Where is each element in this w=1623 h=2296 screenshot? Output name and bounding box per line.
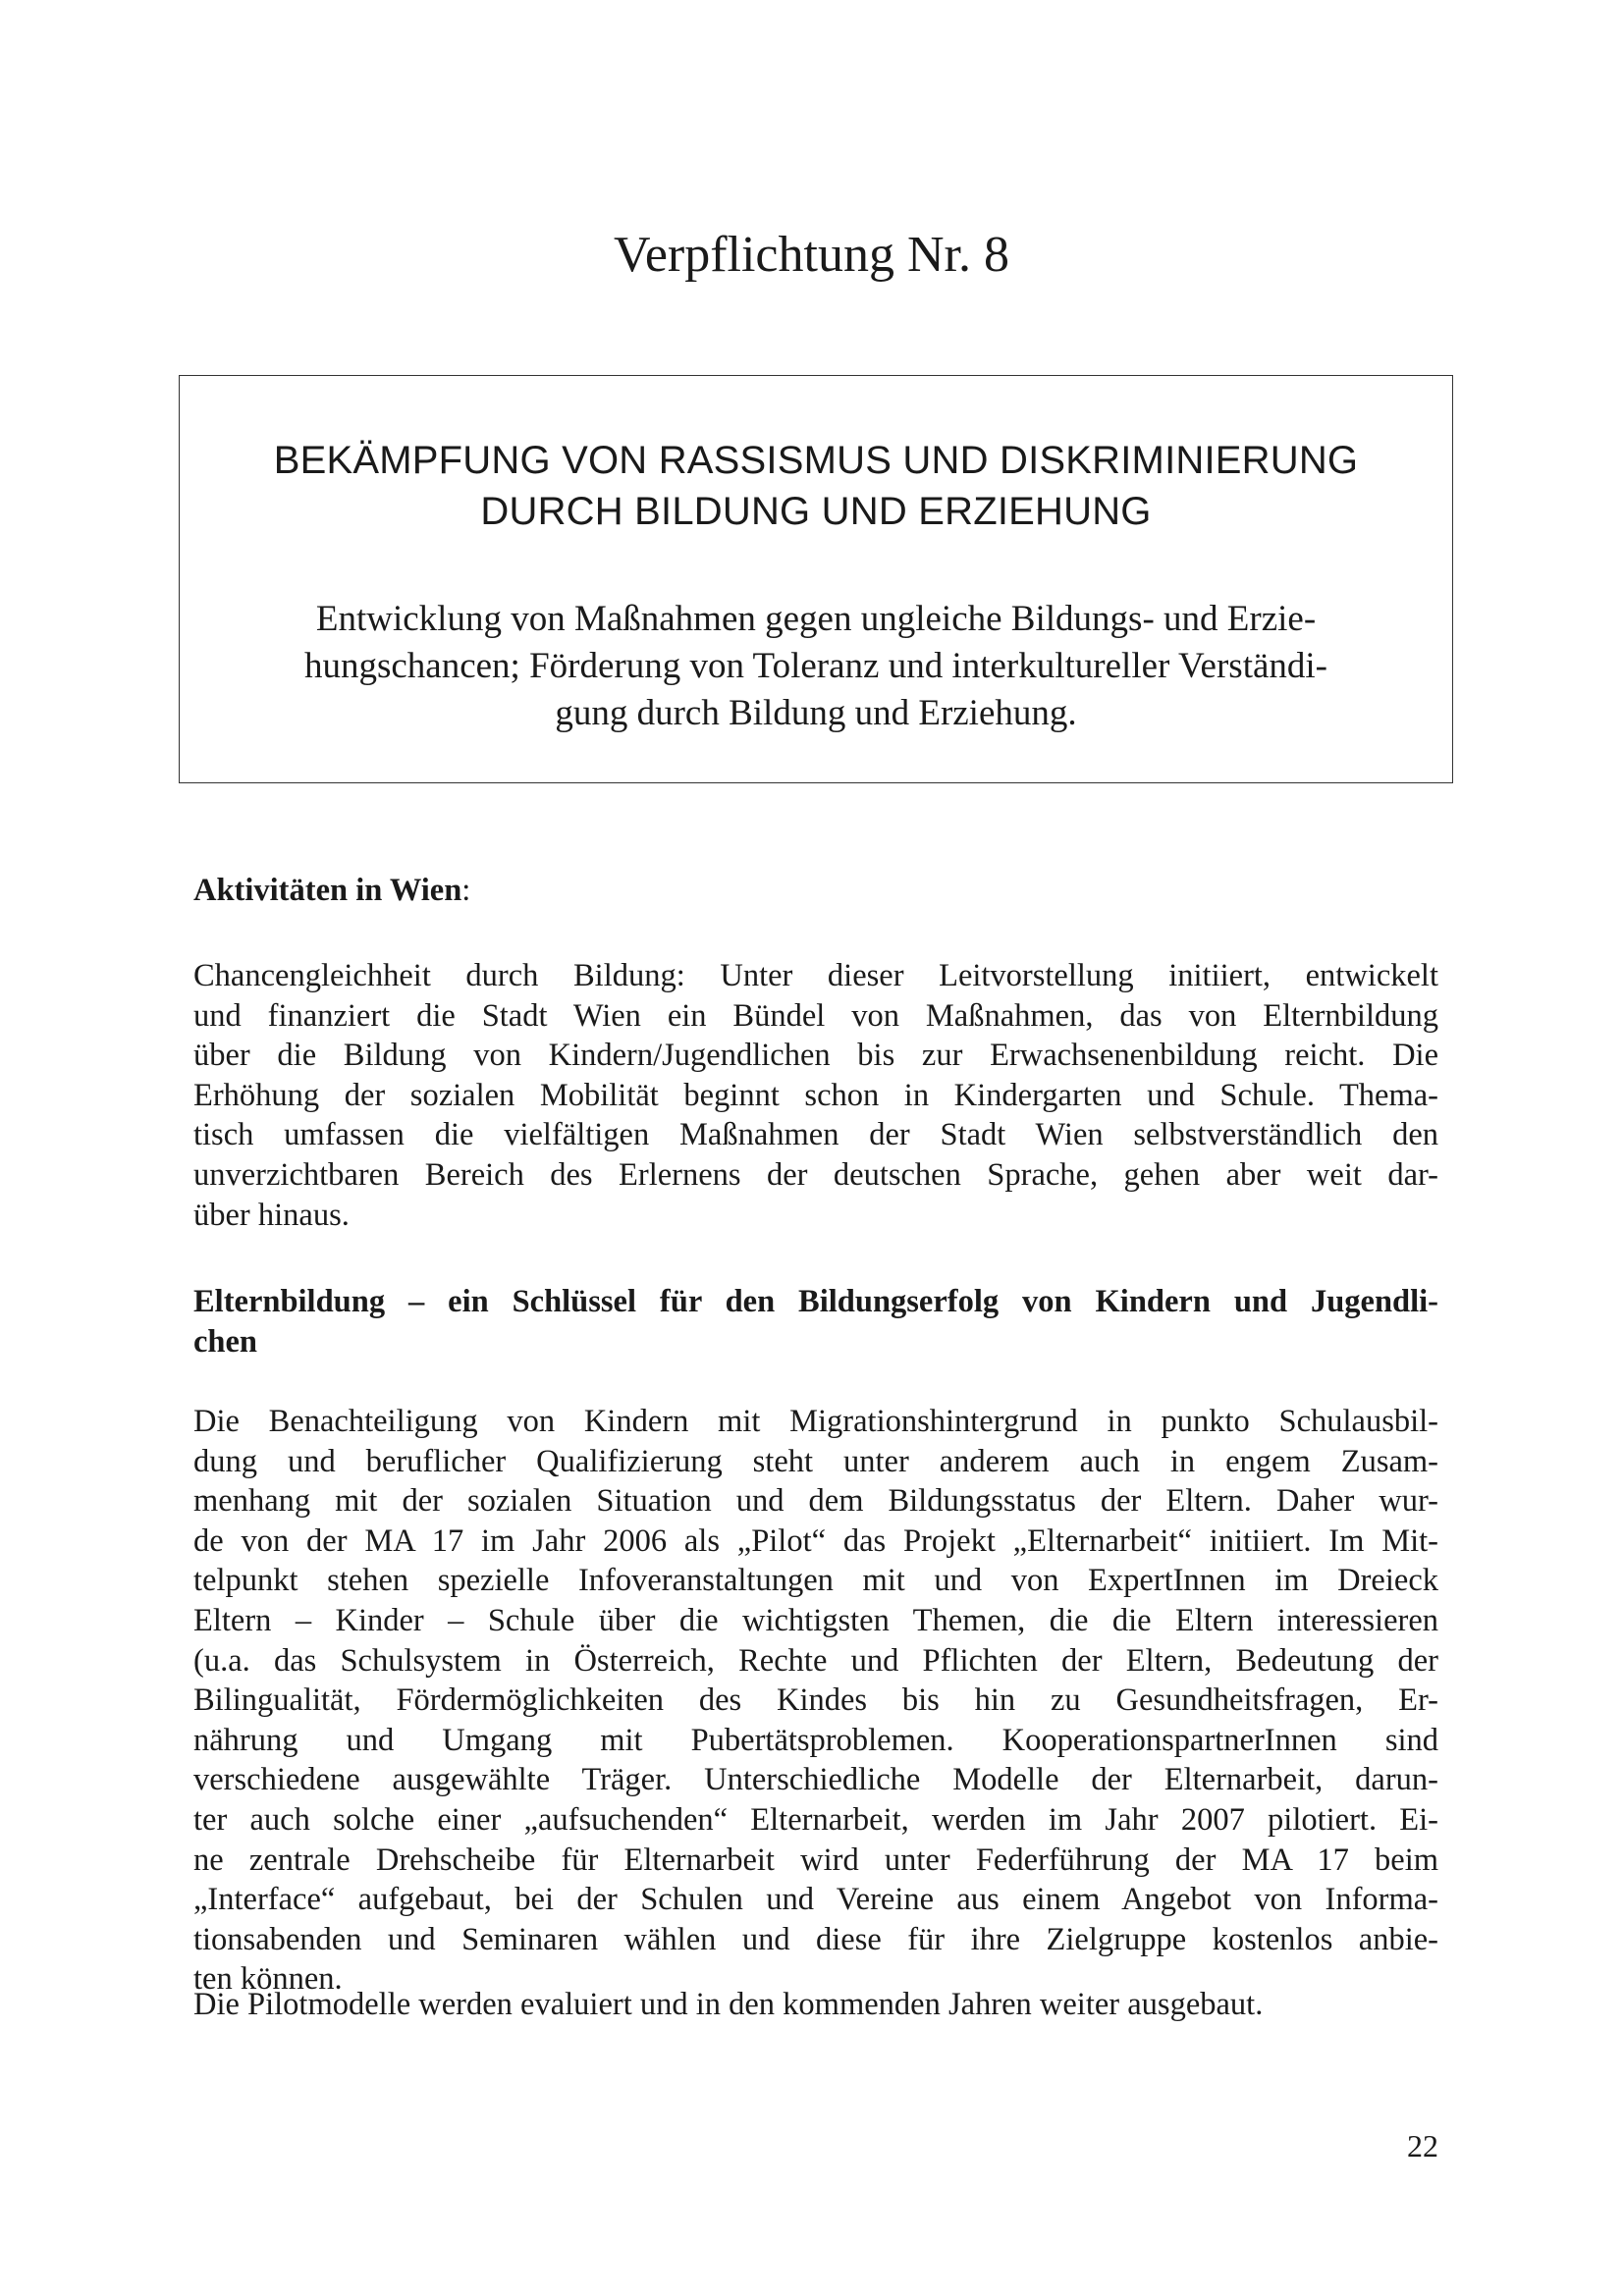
paragraph-pilot xyxy=(193,1985,1438,2025)
commitment-subtitle xyxy=(219,596,1413,737)
page-number: 22 xyxy=(1407,2128,1438,2163)
paragraph-line: verschiedene ausgewählte Träger. Unterschiedliche Modelle der Elternarbeit, darun- xyxy=(193,1762,1438,1798)
paragraph-line: unverzichtbaren Bereich des Erlernens der deutschen Sprache, gehen aber weit dar- xyxy=(193,1156,1438,1193)
page-title: Verpflichtung Nr. 8 xyxy=(614,227,1009,283)
paragraph-line: über hinaus. xyxy=(193,1197,350,1233)
paragraph-line: Erhöhung der sozialen Mobilität beginnt schon in Kindergarten und Schule. Thema- xyxy=(193,1077,1438,1113)
commitment-box xyxy=(179,375,1453,783)
activities-heading xyxy=(193,871,1438,911)
commitment-subtitle-line: Entwicklung von Maßnahmen gegen ungleiche Bildungs- und Erzie- xyxy=(315,599,1317,639)
paragraph-line: über die Bildung von Kindern/Jugendlichen bis zur Erwachsenenbildung reicht. Die xyxy=(193,1038,1438,1074)
paragraph-line: telpunkt stehen spezielle Infoveranstaltungen mit und von ExpertInnen im Dreieck xyxy=(193,1563,1438,1599)
paragraph-intro xyxy=(193,956,1438,1235)
paragraph-line: Eltern – Kinder – Schule über die wichtigsten Themen, die die Eltern interessieren xyxy=(193,1602,1438,1638)
paragraph-line: tionsabenden und Seminaren wählen und diese für ihre Zielgruppe kostenlos anbie- xyxy=(193,1921,1438,1957)
paragraph-line: und finanziert die Stadt Wien ein Bündel von Maßnahmen, das von Elternbildung xyxy=(193,997,1438,1034)
paragraph-line: Die Pilotmodelle werden evaluiert und in den kommenden Jahren weiter ausgebaut. xyxy=(193,1987,1264,2022)
activities-heading-label: Aktivitäten in Wien xyxy=(193,873,462,908)
commitment-subtitle-line: gung durch Bildung und Erziehung. xyxy=(555,693,1077,733)
section-heading-line: chen xyxy=(193,1323,257,1360)
paragraph-line: ne zentrale Drehscheibe für Elternarbeit wird unter Federführung der MA 17 beim xyxy=(193,1842,1438,1878)
paragraph-line: ten können. xyxy=(193,1961,343,1998)
paragraph-line: „Interface“ aufgebaut, bei der Schulen und Vereine aus einem Angebot von Informa- xyxy=(193,1882,1438,1918)
paragraph-line: de von der MA 17 im Jahr 2006 als „Pilot“ das Projekt „Elternarbeit“ initiiert. Im Mit- xyxy=(193,1522,1438,1559)
paragraph-line: ter auch solche einer „aufsuchenden“ Elternarbeit, werden im Jahr 2007 pilotiert. Ei- xyxy=(193,1801,1438,1838)
section-heading-line: Elternbildung – ein Schlüssel für den Bildungserfolg von Kindern und Jugendli- xyxy=(193,1284,1438,1319)
paragraph-line: Die Benachteiligung von Kindern mit Migrationshintergrund in punkto Schulausbil- xyxy=(193,1404,1438,1439)
commitment-heading-line: BEKÄMPFUNG VON RASSISMUS UND DISKRIMINIERUNG xyxy=(273,439,1359,482)
activities-heading-colon: : xyxy=(461,873,471,908)
commitment-heading xyxy=(180,435,1452,537)
commitment-subtitle-line: hungschancen; Förderung von Toleranz und interkultureller Verständi- xyxy=(303,646,1328,686)
paragraph-line: nährung und Umgang mit Pubertätsproblemen. KooperationspartnerInnen sind xyxy=(193,1722,1438,1758)
paragraph-line: dung und beruflicher Qualifizierung steht unter anderem auch in engem Zusam- xyxy=(193,1443,1438,1479)
paragraph-line: (u.a. das Schulsystem in Österreich, Rechte und Pflichten der Eltern, Bedeutung der xyxy=(193,1642,1438,1679)
paragraph-line: tisch umfassen die vielfältigen Maßnahmen der Stadt Wien selbstverständlich den xyxy=(193,1117,1438,1153)
paragraph-line: Bilingualität, Fördermöglichkeiten des Kindes bis hin zu Gesundheitsfragen, Er- xyxy=(193,1682,1438,1719)
paragraph-elternbildung xyxy=(193,1402,1438,2000)
paragraph-line: Chancengleichheit durch Bildung: Unter dieser Leitvorstellung initiiert, entwickelt xyxy=(193,958,1438,993)
commitment-heading-line: DURCH BILDUNG UND ERZIEHUNG xyxy=(480,490,1152,533)
paragraph-line: menhang mit der sozialen Situation und dem Bildungsstatus der Eltern. Daher wur- xyxy=(193,1483,1438,1520)
section-heading-elternbildung xyxy=(193,1282,1438,1362)
